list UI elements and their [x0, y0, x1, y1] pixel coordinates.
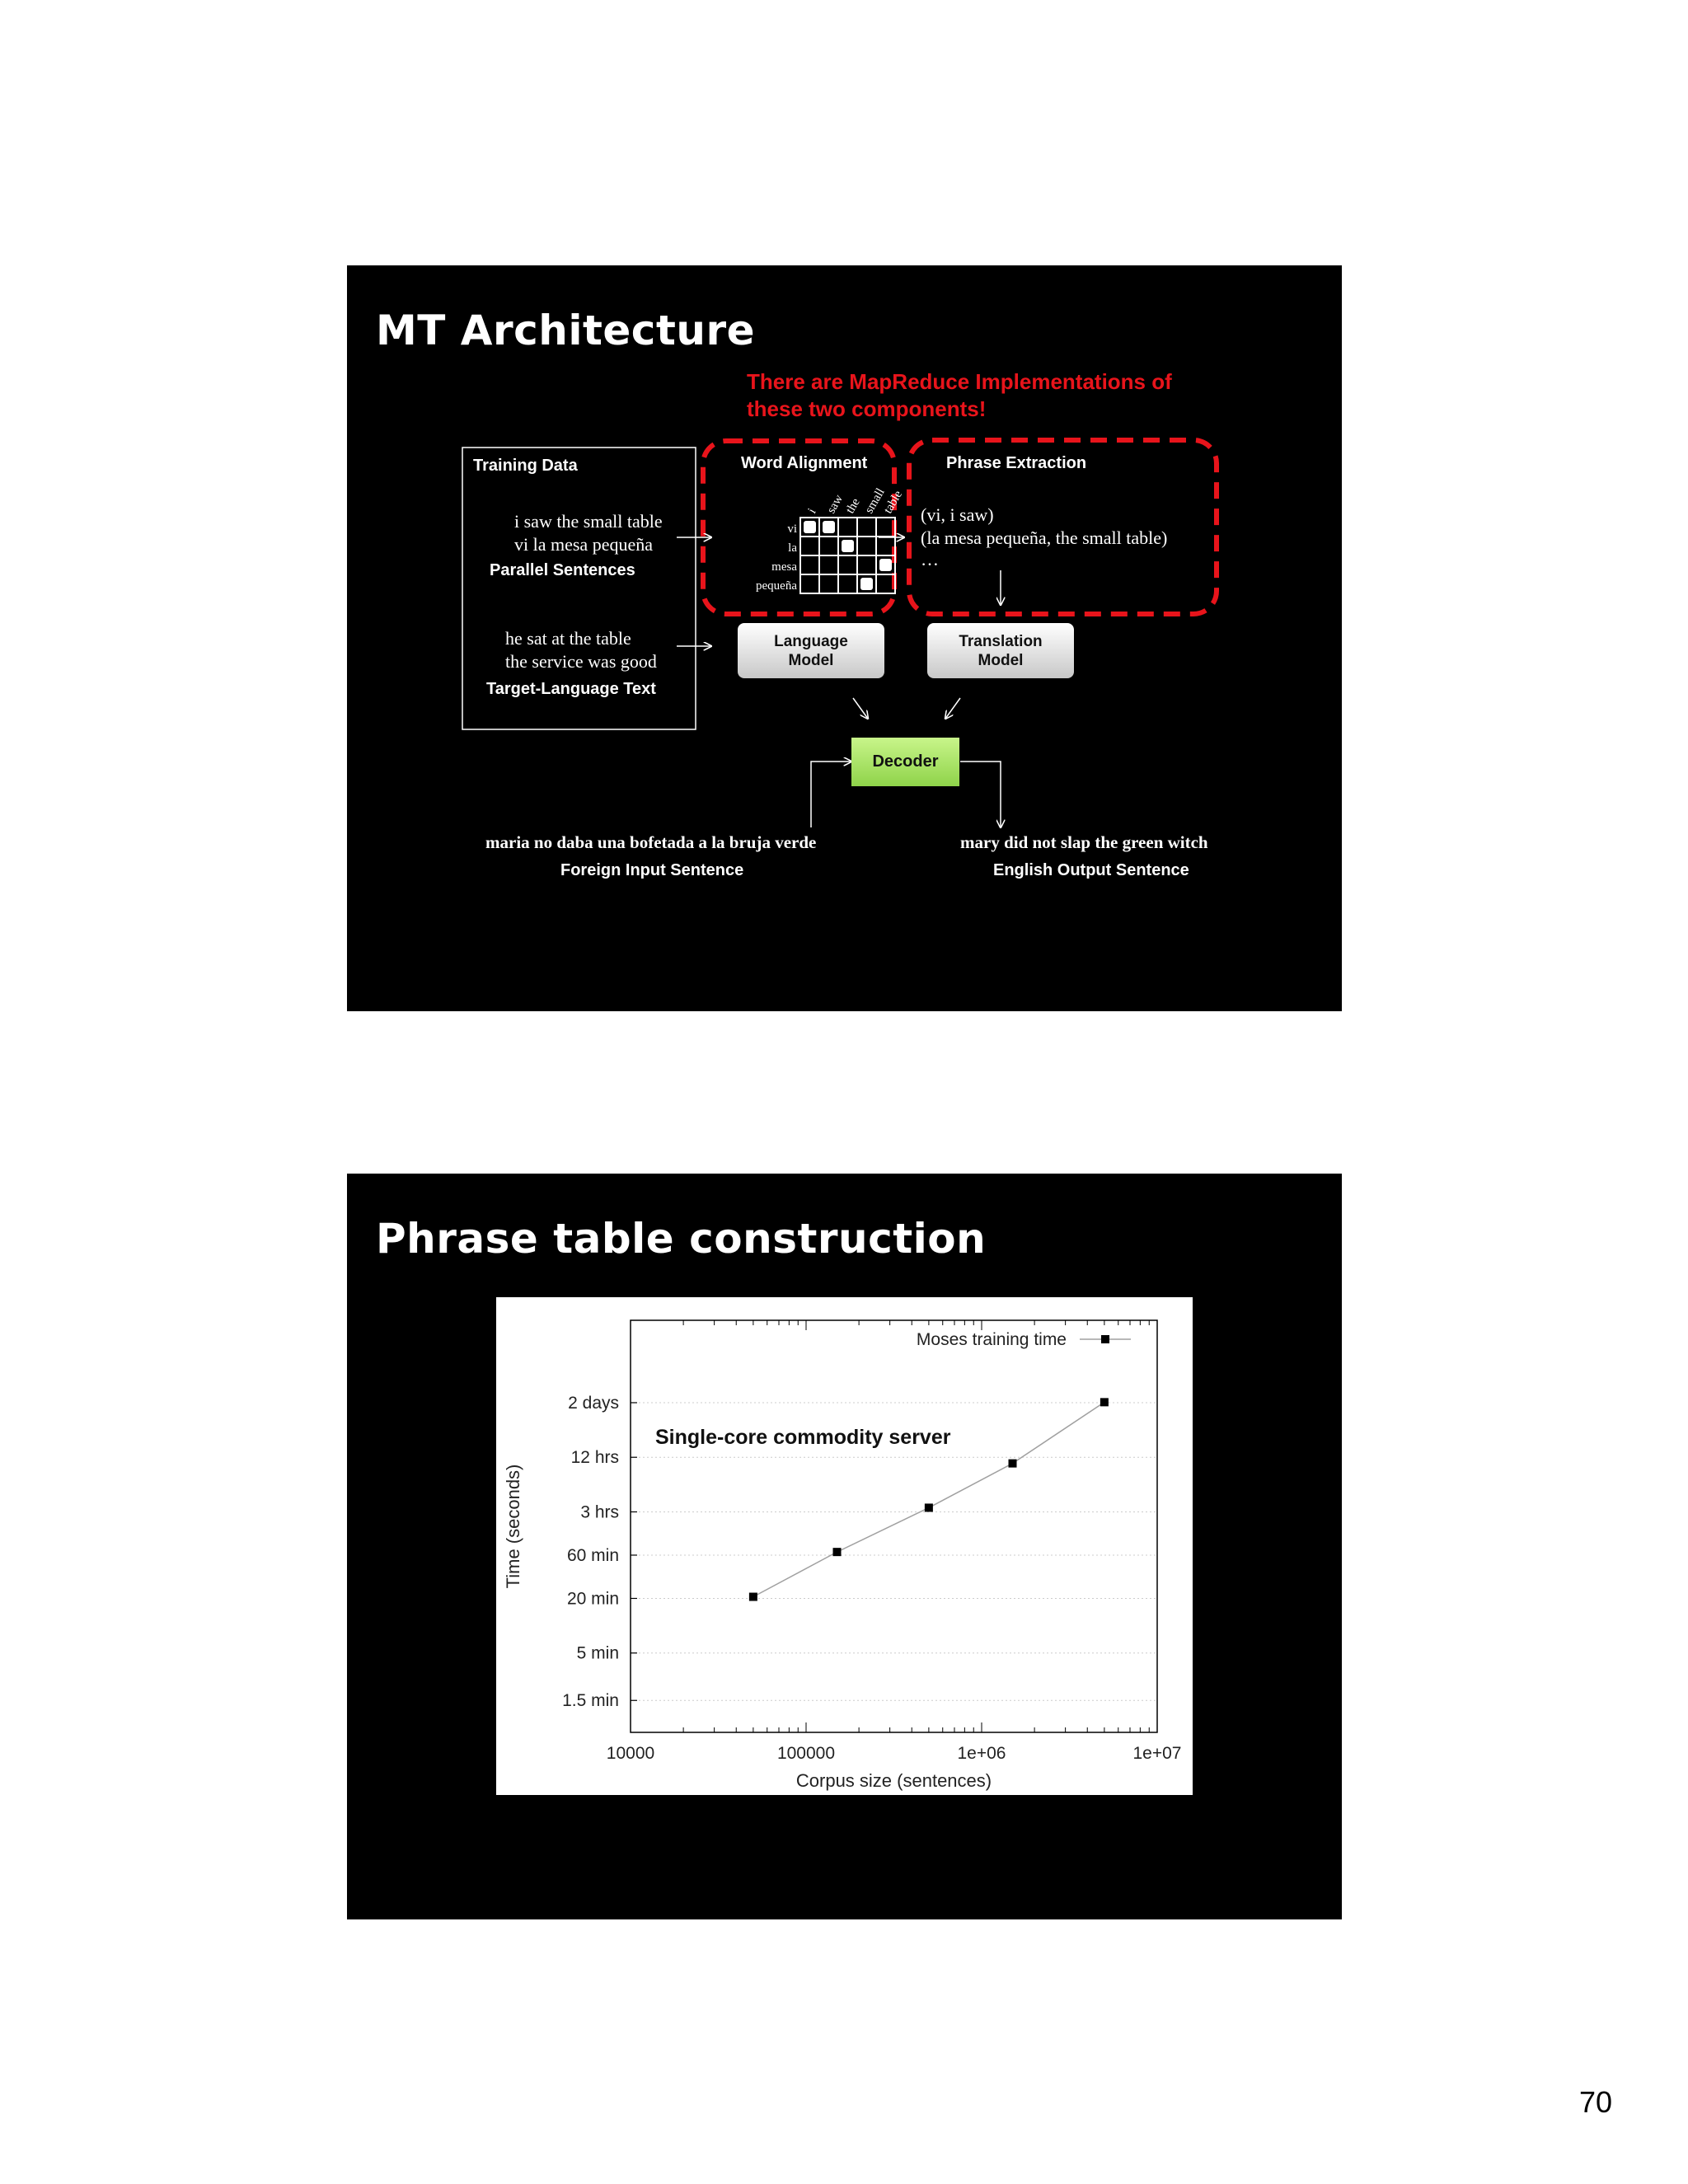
training-time-chart — [496, 1297, 1193, 1795]
output-sentence-label: English Output Sentence — [993, 861, 1189, 879]
slide-phrase-table — [347, 1174, 1342, 1919]
arrow-input-to-decoder — [811, 762, 851, 827]
y-tick-label: 2 days — [568, 1393, 619, 1413]
training-data-heading: Training Data — [473, 457, 578, 475]
x-tick-label: 1e+07 — [1132, 1744, 1182, 1763]
parallel-sentence-spanish: vi la mesa pequeña — [514, 534, 653, 555]
arrow-decoder-to-output — [960, 762, 1001, 827]
alignment-cell-filled — [804, 521, 816, 533]
y-tick-label: 5 min — [576, 1643, 619, 1663]
alignment-row-word: la — [788, 541, 797, 555]
y-axis-label: Time (seconds) — [503, 1464, 523, 1589]
translation-model-box — [927, 623, 1074, 678]
data-point — [925, 1503, 933, 1511]
data-point — [833, 1548, 842, 1556]
alignment-col-word: small — [862, 485, 888, 516]
legend-marker — [1101, 1335, 1109, 1343]
alignment-row-word: pequeña — [756, 579, 797, 593]
data-point — [1009, 1460, 1017, 1468]
data-point — [749, 1593, 757, 1601]
alignment-cell-filled — [860, 578, 873, 590]
y-tick-label: 60 min — [566, 1545, 619, 1565]
x-axis-label: Corpus size (sentences) — [795, 1770, 992, 1791]
parallel-sentence-english: i saw the small table — [514, 511, 663, 532]
x-tick-label: 10000 — [606, 1744, 655, 1763]
plot-frame — [631, 1320, 1157, 1732]
phrase-pair-1: (vi, i saw) — [921, 504, 994, 525]
chart-annotation: Single-core commodity server — [655, 1426, 951, 1449]
y-tick-label: 3 hrs — [580, 1502, 619, 1522]
language-model-line2: Model — [788, 651, 834, 669]
x-tick-label: 1e+06 — [957, 1744, 1006, 1763]
input-sentence: maria no daba una bofetada a la bruja verde — [485, 832, 817, 852]
y-tick-label: 12 hrs — [570, 1448, 619, 1468]
legend-label: Moses training time — [916, 1330, 1067, 1349]
mapreduce-note-line1: There are MapReduce Implementations of — [747, 369, 1172, 394]
alignment-cell-filled — [842, 540, 854, 552]
translation-model-line1: Translation — [959, 632, 1043, 650]
x-tick-label: 100000 — [776, 1744, 836, 1763]
page-number: 70 — [1579, 2085, 1613, 2119]
slide-title: MT Architecture — [376, 307, 756, 354]
slide-mt-architecture — [347, 265, 1342, 1011]
target-text-line1: he sat at the table — [505, 628, 631, 649]
parallel-sentences-label: Parallel Sentences — [490, 561, 635, 579]
arrow-lm-to-decoder — [853, 698, 868, 719]
slide-title: Phrase table construction — [376, 1215, 987, 1263]
alignment-cell-filled — [879, 559, 892, 571]
target-language-label: Target-Language Text — [486, 680, 656, 698]
data-point — [1100, 1398, 1109, 1406]
language-model-box — [738, 623, 884, 678]
y-tick-label: 20 min — [566, 1589, 619, 1609]
mapreduce-note-line2: these two components! — [747, 396, 987, 421]
alignment-col-word: i — [805, 506, 819, 516]
target-text-line2: the service was good — [505, 651, 657, 672]
alignment-row-word: vi — [787, 523, 797, 536]
alignment-col-word: the — [843, 496, 863, 516]
input-sentence-label: Foreign Input Sentence — [560, 861, 744, 879]
decoder-box: Decoder — [851, 738, 959, 786]
phrase-extraction-heading: Phrase Extraction — [946, 454, 1087, 472]
chart-panel — [496, 1297, 1193, 1795]
phrase-ellipsis: … — [921, 549, 939, 569]
word-alignment-heading: Word Alignment — [741, 454, 868, 472]
translation-model-line2: Model — [978, 651, 1024, 669]
arrow-tm-to-decoder — [945, 698, 960, 719]
y-tick-label: 1.5 min — [562, 1691, 619, 1711]
language-model-line1: Language — [774, 632, 848, 650]
alignment-col-word: table — [881, 488, 906, 516]
alignment-row-word: mesa — [771, 560, 797, 574]
alignment-cell-filled — [823, 521, 835, 533]
word-alignment-matrix — [701, 471, 906, 616]
output-sentence: mary did not slap the green witch — [960, 832, 1208, 852]
alignment-col-word: saw — [824, 492, 846, 516]
phrase-pair-2: (la mesa pequeña, the small table) — [921, 527, 1168, 548]
